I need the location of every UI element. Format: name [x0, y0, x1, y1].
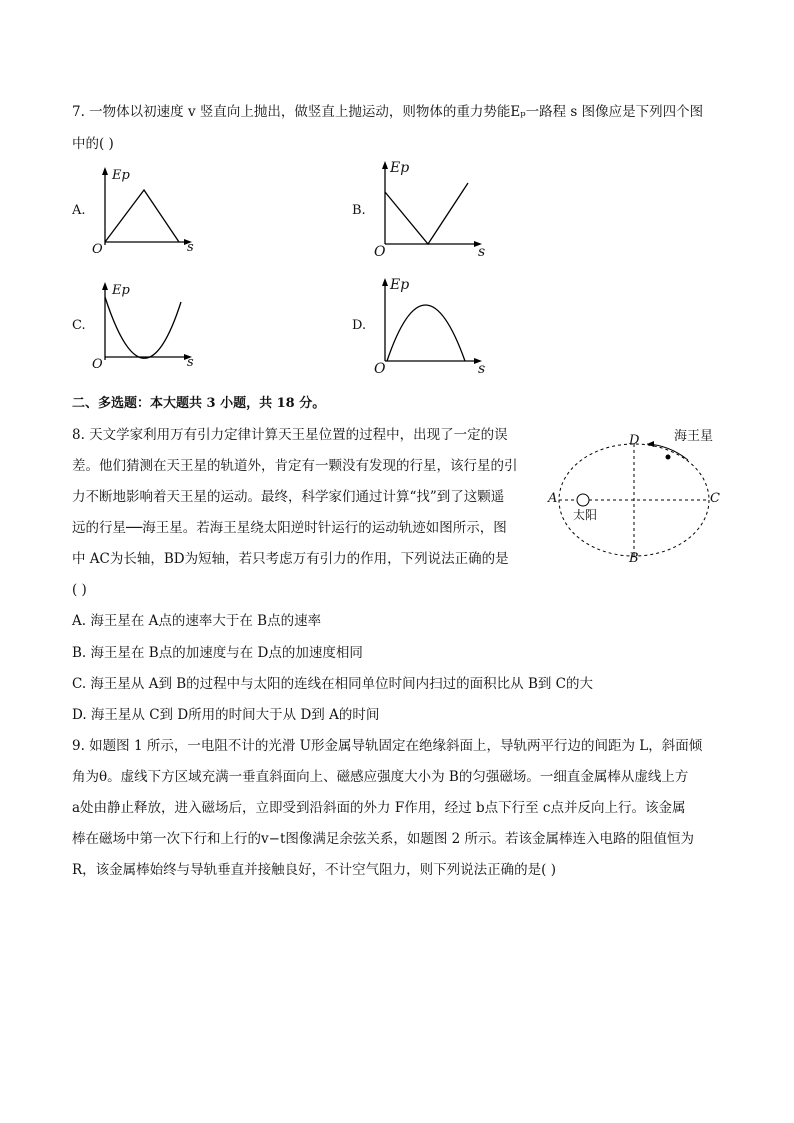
q9-stem-line: 棒在磁场中第一次下行和上行的v−t图像满足余弦关系，如题图 2 所示。若该金属棒连入电路的阻值恒为	[72, 831, 695, 847]
q7-option-c-label: C.	[72, 318, 86, 333]
q9-stem-line: R，该金属棒始终与导轨垂直并接触良好，不计空气阻力，则下列说法正确的是( )	[72, 862, 556, 878]
q8-option-d: D. 海王星从 C到 D所用的时间大于从 D到 A的时间	[72, 707, 380, 723]
q7-option-a-label: A.	[72, 203, 86, 218]
origin-label: O	[92, 242, 103, 257]
q8-stem-line: 差。他们猜测在天王星的轨道外，肯定有一颗没有发现的行星，该行星的引	[72, 458, 518, 474]
s-label: s	[187, 355, 194, 370]
q9-stem-line: 角为θ。虚线下方区域充满一垂直斜面向上、磁感应强度大小为 B的匀强磁场。一细直金属棒从虚线上方	[72, 769, 689, 785]
origin-label: O	[374, 361, 386, 377]
planet-label: 海王星	[674, 429, 714, 444]
sun-label: 太阳	[573, 508, 598, 522]
q7-stem-line-1: 7. 一物体以初速度 v 竖直向上抛出，做竖直上抛运动，则物体的重力势能Eₚ一路程 s 图像应是下列四个图	[72, 104, 704, 120]
q7-stem-line-2: 中的( )	[72, 136, 114, 152]
q8-option-b: B. 海王星在 B点的加速度与在 D点的加速度相同	[72, 645, 363, 661]
q7-option-a-graph	[92, 165, 202, 260]
point-b-label: B	[629, 551, 639, 566]
q9-stem-line: 9. 如题图 1 所示，一电阻不计的光滑 U形金属导轨固定在绝缘斜面上，导轨两平行边的间距为 L，斜面倾	[72, 738, 703, 754]
q8-stem-line: 中 AC为长轴，BD为短轴，若只考虑万有引力的作用，下列说法正确的是	[72, 551, 509, 567]
q7-option-c-graph	[92, 280, 202, 375]
orbit-figure	[544, 420, 734, 574]
q7-option-d-label: D.	[352, 318, 367, 333]
q8-option-c: C. 海王星从 A到 B的过程中与太阳的连线在相同单位时间内扫过的面积比从 B到 C的大	[72, 676, 594, 692]
ep-label: Ep	[112, 168, 130, 183]
ep-label: Ep	[390, 277, 410, 293]
ep-label: Ep	[112, 283, 130, 298]
q7-option-b-label: B.	[352, 203, 366, 218]
s-label: s	[187, 240, 194, 255]
point-a-label: A	[548, 491, 558, 506]
q8-stem-line: 力不断地影响着天王星的运动。最终，科学家们通过计算“找”到了这颗遥	[72, 489, 505, 505]
point-d-label: D	[629, 433, 640, 448]
q7-option-b-graph	[372, 158, 492, 258]
q8-stem-line: ( )	[72, 582, 87, 598]
q8-option-a: A. 海王星在 A点的速率大于在 B点的速率	[72, 613, 322, 629]
point-c-label: C	[710, 491, 720, 506]
section-heading: 二、多选题：本大题共 3 小题，共 18 分。	[72, 396, 326, 411]
ep-label: Ep	[390, 160, 410, 176]
q8-stem-line: 8. 天文学家利用万有引力定律计算天王星位置的过程中，出现了一定的误	[72, 427, 508, 443]
s-label: s	[478, 244, 486, 260]
origin-label: O	[374, 244, 386, 260]
origin-label: O	[92, 357, 103, 372]
q9-stem-line: a处由静止释放，进入磁场后，立即受到沿斜面的外力 F作用，经过 b点下行至 c点并反向上行。该金属	[72, 800, 686, 816]
s-label: s	[478, 361, 486, 377]
q8-stem-line: 远的行星──海王星。若海王星绕太阳逆时针运行的运动轨迹如图所示，图	[72, 520, 507, 536]
q7-option-d-graph	[372, 275, 492, 375]
